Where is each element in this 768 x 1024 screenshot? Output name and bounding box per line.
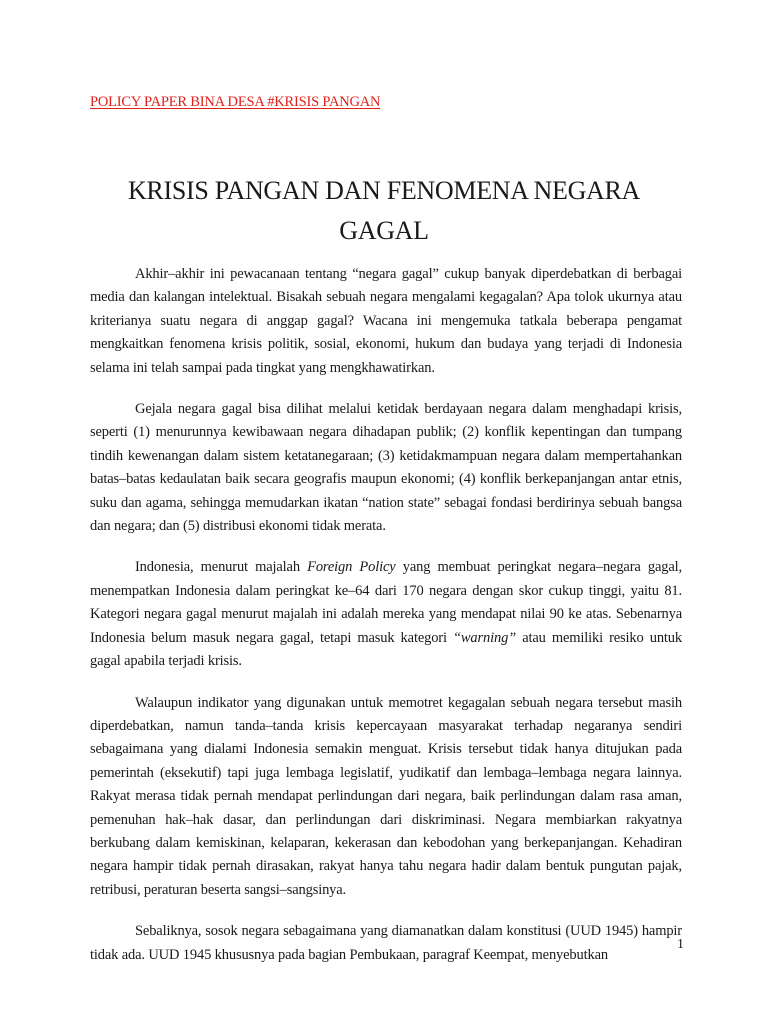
warning-italic: “warning” <box>452 629 517 646</box>
document-title <box>90 171 678 251</box>
policy-paper-header: POLICY PAPER BINA DESA #KRISIS PANGAN <box>90 94 381 110</box>
page-number: 1 <box>677 937 684 952</box>
paragraph-3-text-c: atau memiliki resiko untuk gagal apabila terjadi krisis. <box>90 629 682 670</box>
paragraph-3-text-b: yang membuat peringkat negara–negara gagal, menempatkan Indonesia dalam peringkat ke–64 dari 170 negara dengan skor cukup tinggi, yaitu 81. Kategori negara gagal menurut majalah ini adalah mereka yang mendapat nilai 90 ke atas. Sebenarnya Indonesia belum masuk negara gagal, tetapi masuk kategori <box>90 559 682 646</box>
paragraph-3 <box>90 556 682 673</box>
paragraph-2: Gejala negara gagal bisa dilihat melalui ketidak berdayaan negara dalam menghadapi krisis, seperti (1) menurunnya kewibawaan negara dihadapan publik; (2) konflik kepentingan dan tumpang tindih kewenangan dalam sistem ketatanegaraan; (3) ketidakmampuan negara dalam mempertahankan batas–batas kedaulatan baik secara geografis maupun ekonomi; (4) konflik berkepanjangan antar etnis, suku dan agama, sehingga memudarkan ikatan “nation state” sebagai fondasi berdirinya sebuah bangsa dan negara; dan (5) distribusi ekonomi tidak merata. <box>90 401 682 535</box>
paragraph-3-text-a: Indonesia, menurut majalah <box>135 559 308 576</box>
foreign-policy-italic: Foreign Policy <box>307 559 396 576</box>
paragraph-1: Akhir–akhir ini pewacanaan tentang “negara gagal” cukup banyak diperdebatkan di berbagai media dan kalangan intelektual. Bisakah sebuah negara mengalami kegagalan? Apa tolok ukurnya atau kriterianya suatu negara di anggap gagal? Wacana ini mengemuka tatkala beberapa pengamat mengkaitkan fenomena krisis politik, sosial, ekonomi, hukum dan budaya yang terjadi di Indonesia selama ini telah sampai pada tingkat yang mengkhawatirkan. <box>90 266 682 376</box>
title-line-1: KRISIS PANGAN DAN FENOMENA NEGARA <box>127 176 641 205</box>
paragraph-5: Sebaliknya, sosok negara sebagaimana yang diamanatkan dalam konstitusi (UUD 1945) hampir tidak ada. UUD 1945 khususnya pada bagian Pembukaan, paragraf Keempat, menyebutkan <box>90 923 682 963</box>
paragraph-4: Walaupun indikator yang digunakan untuk memotret kegagalan sebuah negara tersebut masih diperdebatkan, namun tanda–tanda krisis kepercayaan masyarakat terhadap negaranya sendiri sebagaimana yang dialami Indonesia semakin menguat. Krisis tersebut tidak hanya ditujukan pada pemerintah (eksekutif) tapi juga lembaga legislatif, yudikatif dan lembaga–lembaga negara lainnya. Rakyat merasa tidak pernah mendapat perlindungan dari negara, baik perlindungan dalam rasa aman, pemenuhan hak–hak dasar, dan perlindungan dari diskriminasi. Negara membiarkan rakyatnya berkubang dalam kemiskinan, kelaparan, kekerasan dan kebodohan yang berkepanjangan. Kehadiran negara hampir tidak pernah dirasakan, rakyat hanya tahu negara hadir dalam bentuk pungutan pajak, retribusi, peraturan beserta sangsi–sangsinya. <box>90 694 682 898</box>
document-body <box>90 263 682 985</box>
title-line-2: GAGAL <box>339 216 429 245</box>
